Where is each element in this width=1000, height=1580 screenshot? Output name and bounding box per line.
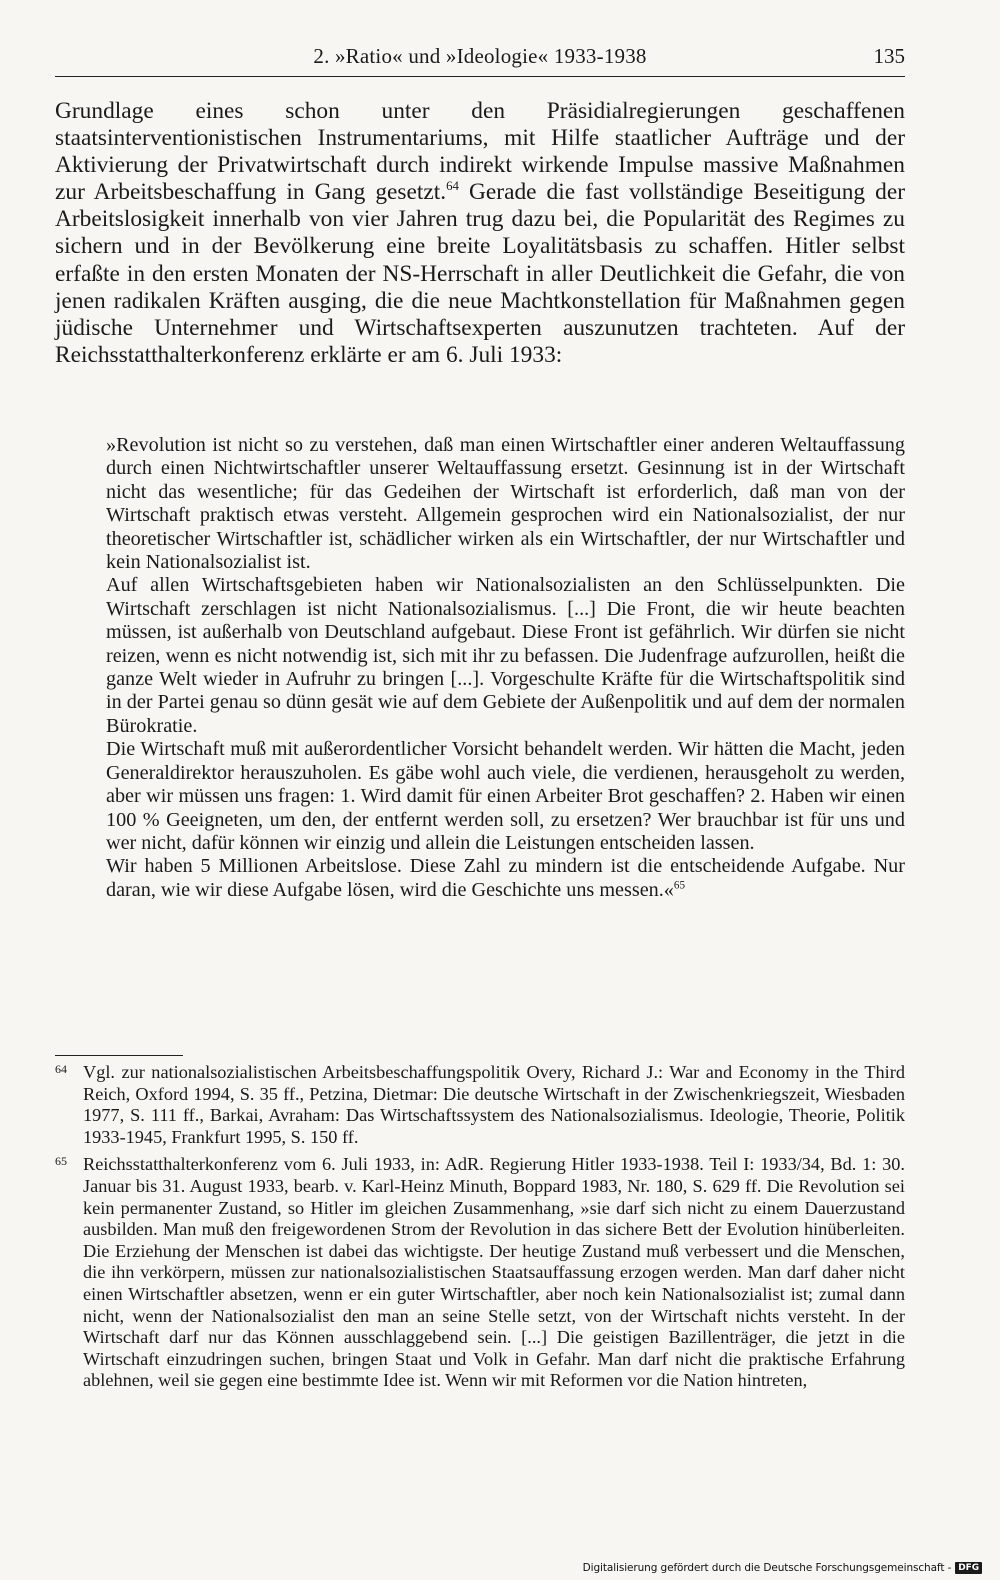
running-title: 2. »Ratio« und »Ideologie« 1933-1938 (313, 44, 647, 68)
quote-paragraph-4-text: Wir haben 5 Millionen Arbeitslose. Diese Zahl zu mindern ist die entscheidende Aufgabe. Nur daran, wie wir diese Aufgabe lösen, wird die Geschichte uns messen.« (106, 855, 905, 901)
block-quote (106, 434, 905, 902)
body-text-part-2: Gerade die fast vollständige Beseitigung der Arbeitslosigkeit innerhalb von vier Jahren trug dazu bei, die Popularität des Regimes zu sichern und in der Bevölkerung eine breite Loyalitätsbasis zu schaffen. Hitler selbst erfaßte in den ersten Monaten der NS-Herrschaft in aller Deutlichkeit die Gefahr, die von jenen radikalen Kräften ausging, die die neue Machtkonstellation für Maßnahmen gegen jüdische Unternehmer und Wirtschaftsexperten auszunutzen trachteten. Auf der Reichsstatthalterkonferenz erklärte er am 6. Juli 1933: (55, 179, 905, 368)
footnotes (55, 1062, 905, 1398)
footnote-reference-65: 65 (673, 878, 686, 891)
footnote-text: Vgl. zur nationalsozialistischen Arbeitsbeschaffungspolitik Overy, Richard J.: War and Economy in the Third Reich, Oxford 1994, S. 35 ff., Petzina, Dietmar: Die deutsche Wirtschaft in der Zwischenkriegszeit, Wiesbaden 1977, S. 111 ff., Barkai, Avraham: Das Wirtschaftssystem des Nationalsozialismus. Ideologie, Theorie, Politik 1933-1945, Frankfurt 1995, S. 150 ff. (83, 1062, 905, 1147)
footnote-64 (55, 1062, 905, 1148)
quote-paragraph-2: Auf allen Wirtschaftsgebieten haben wir Nationalsozialisten an den Schlüsselpunkten. Die Wirtschaft zerschlagen ist nicht Nationalsozialismus. [...] Die Front, die wir heute beachten müssen, ist außerhalb von Deutschland aufgebaut. Diese Front ist gefährlich. Wir dürfen sie nicht reizen, wenn es nicht notwendig ist, sich mit ihr zu befassen. Die Judenfrage aufzurollen, heißt die ganze Welt wieder in Aufruhr zu bringen [...]. Vorgeschulte Kräfte für die Wirtschaftspolitik sind in der Partei genau so dünn gesät wie auf dem Gebiete der Außenpolitik und auf dem der normalen Bürokratie. (106, 574, 905, 737)
body-text-part-1: Grundlage eines schon unter den Präsidialregierungen geschaffenen staatsinterventionistischen Instrumentariums, mit Hilfe staatlicher Aufträge und der Aktivierung der Privatwirtschaft durch indirekt wirkende Impulse massive Maßnahmen zur Arbeitsbeschaffung in Gang gesetzt. (55, 98, 905, 206)
quote-paragraph-1: »Revolution ist nicht so zu verstehen, daß man einen Wirtschaftler einer anderen Weltauffassung durch einen Nichtwirtschaftler unserer Weltauffassung ersetzt. Gesinnung ist in der Wirtschaft nicht das wesentliche; für das Gedeihen der Wirtschaft ist erforderlich, daß man von der Wirtschaft praktisch etwas versteht. Allgemein gesprochen wird ein Nationalsozialist, der nur theoretischer Wirtschaftler ist, schädlicher wirken als ein Wirtschaftler, der nur Wirtschaftler und kein Nationalsozialist ist. (106, 434, 905, 574)
page-number: 135 (873, 44, 905, 68)
quote-paragraph-4 (106, 855, 905, 902)
footnote-text: Reichsstatthalterkonferenz vom 6. Juli 1933, in: AdR. Regierung Hitler 1933-1938. Teil I: 1933/34, Bd. 1: 30. Januar bis 31. August 1933, bearb. v. Karl-Heinz Minuth, Boppard 1983, Nr. 180, S. 629 ff. Die Revolution sei kein permanenter Zustand, so Hitler im gleichen Zusammenhang, »sie darf sich nicht zu einem Dauerzustand ausbilden. Man muß den freigewordenen Strom der Revolution in das sichere Bett der Evolution hinüberleiten. Die Erziehung der Menschen ist dabei das wichtigste. Der heutige Zustand muß verbessert und die Menschen, die ihn verkörpern, müssen zur nationalsozialistischen Staatsauffassung erzogen werden. Man darf daher nicht einen Wirtschaftler absetzen, wenn er ein guter Wirtschaftler, aber noch kein Nationalsozialist ist; zumal dann nicht, wenn der Nationalsozialist den man an seine Stelle setzt, von der Wirtschaft nichts versteht. In der Wirtschaft darf nur das Können ausschlaggebend sein. [...] Die geistigen Bazillenträger, die jetzt in die Wirtschaft einzudringen suchen, bringen Staat und Volk in Gefahr. Man darf nicht die praktische Erfahrung ablehnen, weil sie gegen eine bestimmte Idee ist. Wenn wir mit Reformen vor die Nation hintreten, (83, 1154, 905, 1391)
footnote-mark: 64 (55, 1062, 67, 1076)
digitization-credit (583, 1560, 982, 1576)
footnote-65 (55, 1154, 905, 1392)
footnote-reference-64: 64 (446, 179, 459, 194)
footnote-divider (55, 1055, 183, 1056)
credit-text: Digitalisierung gefördert durch die Deutsche Forschungsgemeinschaft - (582, 1562, 952, 1574)
running-header (55, 42, 905, 77)
footnote-mark: 65 (55, 1154, 67, 1169)
quote-paragraph-3: Die Wirtschaft muß mit außerordentlicher Vorsicht behandelt werden. Wir hätten die Macht, jeden Generaldirektor herauszuholen. Es gäbe wohl auch viele, die verdienen, herausgeholt zu werden, aber wir müssen uns fragen: 1. Wird damit für einen Arbeiter Brot geschaffen? 2. Haben wir einen 100 % Geeigneten, um den, der entfernt werden soll, zu ersetzen? Wer brauchbar ist für uns und wer nicht, dafür können wir einzig und allein die Leistungen entscheiden lassen. (106, 738, 905, 854)
body-paragraph (55, 98, 905, 369)
dfg-logo-icon: DFG (955, 1562, 982, 1574)
